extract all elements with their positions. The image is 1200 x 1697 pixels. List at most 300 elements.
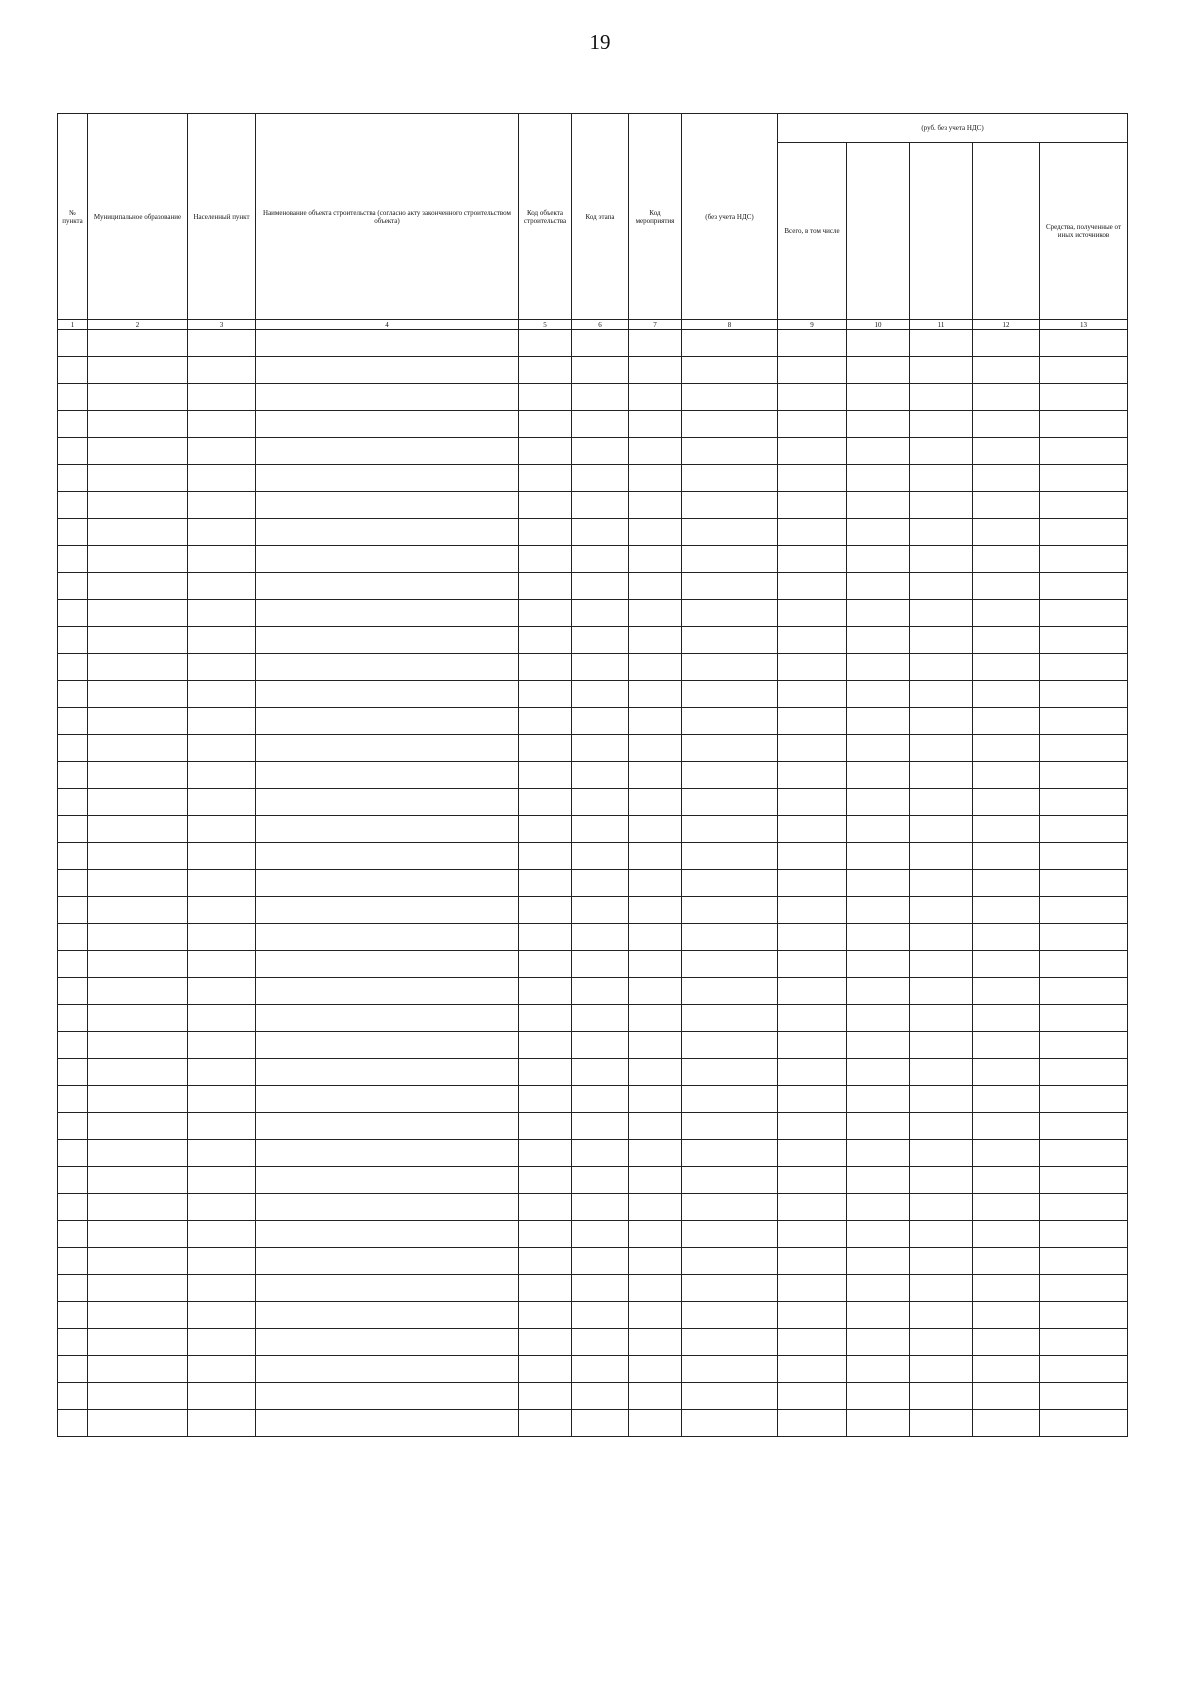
- object-name-cell: [256, 1194, 519, 1221]
- surcharge-funds-cell: [910, 654, 973, 681]
- object-code-cell: [519, 1248, 572, 1275]
- object-code-cell: [519, 465, 572, 492]
- operator-funds-cell: [973, 1194, 1040, 1221]
- settlement-cell: [188, 546, 256, 573]
- municipality-cell: [88, 1113, 188, 1140]
- stage-code-cell: [572, 330, 629, 357]
- object-name-cell: [256, 1383, 519, 1410]
- settlement-cell: [188, 978, 256, 1005]
- event-code-cell: [629, 1383, 682, 1410]
- row-number-cell: [58, 411, 88, 438]
- row-number-cell: [58, 681, 88, 708]
- stage-code-cell: [572, 1410, 629, 1437]
- surcharge-funds-cell: [910, 519, 973, 546]
- tariff-funds-cell: [847, 1059, 910, 1086]
- surcharge-funds-cell: [910, 708, 973, 735]
- total-cost-cell: [778, 384, 847, 411]
- other-funds-cell: [1040, 330, 1128, 357]
- settlement-cell: [188, 1140, 256, 1167]
- object-code-cell: [519, 1383, 572, 1410]
- operator-funds-cell: [973, 870, 1040, 897]
- surcharge-funds-cell: [910, 1167, 973, 1194]
- tariff-funds-cell: [847, 1410, 910, 1437]
- event-code-cell: [629, 465, 682, 492]
- object-code-cell: [519, 627, 572, 654]
- object-code-cell: [519, 1059, 572, 1086]
- municipality-cell: [88, 1329, 188, 1356]
- event-code-cell: [629, 789, 682, 816]
- object-name-cell: [256, 411, 519, 438]
- object-name-cell: [256, 438, 519, 465]
- municipality-cell: [88, 870, 188, 897]
- operator-funds-cell: [973, 627, 1040, 654]
- column-numbers-row: [58, 320, 1128, 330]
- actual-cost-cell: [682, 357, 778, 384]
- operator-funds-cell: [973, 951, 1040, 978]
- actual-cost-cell: [682, 627, 778, 654]
- other-funds-cell: [1040, 789, 1128, 816]
- total-cost-cell: [778, 816, 847, 843]
- object-name-cell: [256, 1356, 519, 1383]
- row-number-cell: [58, 1356, 88, 1383]
- object-name-cell: [256, 519, 519, 546]
- other-funds-cell: [1040, 1248, 1128, 1275]
- total-cost-cell: [778, 897, 847, 924]
- settlement-cell: [188, 789, 256, 816]
- event-code-cell: [629, 573, 682, 600]
- stage-code-cell: [572, 654, 629, 681]
- row-number-cell: [58, 1248, 88, 1275]
- total-cost-cell: [778, 1140, 847, 1167]
- event-code-cell: [629, 1140, 682, 1167]
- municipality-cell: [88, 924, 188, 951]
- actual-cost-cell: [682, 681, 778, 708]
- stage-code-cell: [572, 1275, 629, 1302]
- municipality-cell: [88, 735, 188, 762]
- tariff-funds-cell: [847, 411, 910, 438]
- settlement-cell: [188, 1221, 256, 1248]
- row-number-cell: [58, 438, 88, 465]
- object-name-cell: [256, 573, 519, 600]
- operator-funds-cell: [973, 438, 1040, 465]
- header-col-10: [847, 143, 910, 320]
- other-funds-cell: [1040, 1383, 1128, 1410]
- object-name-cell: [256, 1113, 519, 1140]
- other-funds-cell: [1040, 1113, 1128, 1140]
- event-code-cell: [629, 1275, 682, 1302]
- stage-code-cell: [572, 735, 629, 762]
- surcharge-funds-cell: [910, 951, 973, 978]
- other-funds-cell: [1040, 654, 1128, 681]
- stage-code-cell: [572, 438, 629, 465]
- stage-code-cell: [572, 789, 629, 816]
- operator-funds-cell: [973, 654, 1040, 681]
- column-number: 11: [910, 320, 973, 330]
- object-name-cell: [256, 546, 519, 573]
- object-name-cell: [256, 708, 519, 735]
- table-row: [58, 1221, 1128, 1248]
- municipality-cell: [88, 681, 188, 708]
- other-funds-cell: [1040, 1302, 1128, 1329]
- table-row: [58, 357, 1128, 384]
- total-cost-cell: [778, 1356, 847, 1383]
- row-number-cell: [58, 1032, 88, 1059]
- municipality-cell: [88, 816, 188, 843]
- object-code-cell: [519, 1113, 572, 1140]
- other-funds-cell: [1040, 735, 1128, 762]
- row-number-cell: [58, 1059, 88, 1086]
- surcharge-funds-cell: [910, 411, 973, 438]
- municipality-cell: [88, 546, 188, 573]
- row-number-cell: [58, 330, 88, 357]
- operator-funds-cell: [973, 1248, 1040, 1275]
- event-code-cell: [629, 762, 682, 789]
- object-code-cell: [519, 519, 572, 546]
- object-name-cell: [256, 357, 519, 384]
- event-code-cell: [629, 708, 682, 735]
- object-code-cell: [519, 600, 572, 627]
- object-code-cell: [519, 816, 572, 843]
- object-name-cell: [256, 1275, 519, 1302]
- actual-cost-cell: [682, 1059, 778, 1086]
- actual-cost-cell: [682, 1356, 778, 1383]
- column-number: 7: [629, 320, 682, 330]
- row-number-cell: [58, 1329, 88, 1356]
- settlement-cell: [188, 843, 256, 870]
- object-code-cell: [519, 1140, 572, 1167]
- total-cost-cell: [778, 330, 847, 357]
- row-number-cell: [58, 1275, 88, 1302]
- other-funds-cell: [1040, 708, 1128, 735]
- event-code-cell: [629, 330, 682, 357]
- header-col-13: Средства, полученные от иных источников: [1040, 143, 1128, 320]
- other-funds-cell: [1040, 978, 1128, 1005]
- total-cost-cell: [778, 924, 847, 951]
- event-code-cell: [629, 627, 682, 654]
- object-name-cell: [256, 1140, 519, 1167]
- object-code-cell: [519, 1302, 572, 1329]
- row-number-cell: [58, 1005, 88, 1032]
- operator-funds-cell: [973, 600, 1040, 627]
- stage-code-cell: [572, 384, 629, 411]
- object-name-cell: [256, 1410, 519, 1437]
- tariff-funds-cell: [847, 762, 910, 789]
- event-code-cell: [629, 1113, 682, 1140]
- table-row: [58, 519, 1128, 546]
- object-code-cell: [519, 1410, 572, 1437]
- actual-cost-cell: [682, 492, 778, 519]
- municipality-cell: [88, 708, 188, 735]
- object-code-cell: [519, 384, 572, 411]
- object-code-cell: [519, 411, 572, 438]
- tariff-funds-cell: [847, 1275, 910, 1302]
- actual-cost-cell: [682, 465, 778, 492]
- surcharge-funds-cell: [910, 465, 973, 492]
- surcharge-funds-cell: [910, 816, 973, 843]
- municipality-cell: [88, 951, 188, 978]
- settlement-cell: [188, 1410, 256, 1437]
- municipality-cell: [88, 1383, 188, 1410]
- settlement-cell: [188, 600, 256, 627]
- object-code-cell: [519, 654, 572, 681]
- tariff-funds-cell: [847, 978, 910, 1005]
- actual-cost-cell: [682, 762, 778, 789]
- other-funds-cell: [1040, 600, 1128, 627]
- surcharge-funds-cell: [910, 1140, 973, 1167]
- object-name-cell: [256, 951, 519, 978]
- other-funds-cell: [1040, 1140, 1128, 1167]
- object-code-cell: [519, 1086, 572, 1113]
- other-funds-cell: [1040, 1410, 1128, 1437]
- total-cost-cell: [778, 573, 847, 600]
- settlement-cell: [188, 735, 256, 762]
- object-name-cell: [256, 789, 519, 816]
- operator-funds-cell: [973, 843, 1040, 870]
- object-name-cell: [256, 816, 519, 843]
- municipality-cell: [88, 1032, 188, 1059]
- settlement-cell: [188, 438, 256, 465]
- other-funds-cell: [1040, 681, 1128, 708]
- actual-cost-cell: [682, 1248, 778, 1275]
- header-col-8: (без учета НДС): [682, 114, 778, 320]
- object-name-cell: [256, 492, 519, 519]
- stage-code-cell: [572, 1383, 629, 1410]
- tariff-funds-cell: [847, 1383, 910, 1410]
- table-row: [58, 681, 1128, 708]
- actual-cost-cell: [682, 735, 778, 762]
- row-number-cell: [58, 1167, 88, 1194]
- surcharge-funds-cell: [910, 1221, 973, 1248]
- tariff-funds-cell: [847, 357, 910, 384]
- surcharge-funds-cell: [910, 897, 973, 924]
- column-number: 8: [682, 320, 778, 330]
- event-code-cell: [629, 1005, 682, 1032]
- other-funds-cell: [1040, 816, 1128, 843]
- row-number-cell: [58, 762, 88, 789]
- actual-cost-cell: [682, 1113, 778, 1140]
- settlement-cell: [188, 951, 256, 978]
- object-code-cell: [519, 1194, 572, 1221]
- surcharge-funds-cell: [910, 735, 973, 762]
- surcharge-funds-cell: [910, 1059, 973, 1086]
- settlement-cell: [188, 1383, 256, 1410]
- table-row: [58, 951, 1128, 978]
- stage-code-cell: [572, 1248, 629, 1275]
- operator-funds-cell: [973, 681, 1040, 708]
- total-cost-cell: [778, 1275, 847, 1302]
- total-cost-cell: [778, 1113, 847, 1140]
- settlement-cell: [188, 816, 256, 843]
- table-header: [58, 114, 1128, 330]
- other-funds-cell: [1040, 573, 1128, 600]
- operator-funds-cell: [973, 978, 1040, 1005]
- column-number: 10: [847, 320, 910, 330]
- event-code-cell: [629, 600, 682, 627]
- event-code-cell: [629, 1356, 682, 1383]
- object-name-cell: [256, 1032, 519, 1059]
- other-funds-cell: [1040, 1005, 1128, 1032]
- stage-code-cell: [572, 1302, 629, 1329]
- event-code-cell: [629, 1302, 682, 1329]
- event-code-cell: [629, 897, 682, 924]
- settlement-cell: [188, 1032, 256, 1059]
- total-cost-cell: [778, 465, 847, 492]
- table-row: [58, 492, 1128, 519]
- settlement-cell: [188, 1329, 256, 1356]
- municipality-cell: [88, 1221, 188, 1248]
- tariff-funds-cell: [847, 816, 910, 843]
- operator-funds-cell: [973, 1410, 1040, 1437]
- operator-funds-cell: [973, 924, 1040, 951]
- tariff-funds-cell: [847, 735, 910, 762]
- total-cost-cell: [778, 789, 847, 816]
- actual-cost-cell: [682, 870, 778, 897]
- header-col-9: Всего, в том числе: [778, 143, 847, 320]
- actual-cost-cell: [682, 546, 778, 573]
- municipality-cell: [88, 654, 188, 681]
- surcharge-funds-cell: [910, 573, 973, 600]
- row-number-cell: [58, 789, 88, 816]
- surcharge-funds-cell: [910, 1113, 973, 1140]
- tariff-funds-cell: [847, 897, 910, 924]
- object-name-cell: [256, 1167, 519, 1194]
- row-number-cell: [58, 627, 88, 654]
- surcharge-funds-cell: [910, 438, 973, 465]
- operator-funds-cell: [973, 519, 1040, 546]
- column-number: 1: [58, 320, 88, 330]
- surcharge-funds-cell: [910, 870, 973, 897]
- municipality-cell: [88, 600, 188, 627]
- object-name-cell: [256, 978, 519, 1005]
- event-code-cell: [629, 438, 682, 465]
- object-code-cell: [519, 924, 572, 951]
- surcharge-funds-cell: [910, 978, 973, 1005]
- table-row: [58, 1275, 1128, 1302]
- total-cost-cell: [778, 1032, 847, 1059]
- surcharge-funds-cell: [910, 1383, 973, 1410]
- table-row: [58, 1167, 1128, 1194]
- settlement-cell: [188, 1086, 256, 1113]
- stage-code-cell: [572, 1140, 629, 1167]
- tariff-funds-cell: [847, 789, 910, 816]
- total-cost-cell: [778, 438, 847, 465]
- actual-cost-cell: [682, 1383, 778, 1410]
- operator-funds-cell: [973, 735, 1040, 762]
- total-cost-cell: [778, 654, 847, 681]
- surcharge-funds-cell: [910, 1248, 973, 1275]
- event-code-cell: [629, 1329, 682, 1356]
- stage-code-cell: [572, 708, 629, 735]
- object-name-cell: [256, 897, 519, 924]
- total-cost-cell: [778, 681, 847, 708]
- total-cost-cell: [778, 357, 847, 384]
- other-funds-cell: [1040, 924, 1128, 951]
- tariff-funds-cell: [847, 1032, 910, 1059]
- tariff-funds-cell: [847, 519, 910, 546]
- table-row: [58, 762, 1128, 789]
- row-number-cell: [58, 1383, 88, 1410]
- gasification-table: [57, 113, 1128, 1437]
- operator-funds-cell: [973, 411, 1040, 438]
- object-name-cell: [256, 735, 519, 762]
- operator-funds-cell: [973, 573, 1040, 600]
- table-row: [58, 870, 1128, 897]
- column-number: 2: [88, 320, 188, 330]
- row-number-cell: [58, 816, 88, 843]
- actual-cost-cell: [682, 438, 778, 465]
- object-code-cell: [519, 492, 572, 519]
- event-code-cell: [629, 1248, 682, 1275]
- tariff-funds-cell: [847, 1356, 910, 1383]
- actual-cost-cell: [682, 1329, 778, 1356]
- total-cost-cell: [778, 1005, 847, 1032]
- settlement-cell: [188, 1005, 256, 1032]
- table-row: [58, 1410, 1128, 1437]
- table-row: [58, 1059, 1128, 1086]
- stage-code-cell: [572, 600, 629, 627]
- header-col-4: Наименование объекта строительства (согласно акту законченного строительством объекта): [256, 114, 519, 320]
- operator-funds-cell: [973, 1032, 1040, 1059]
- tariff-funds-cell: [847, 330, 910, 357]
- tariff-funds-cell: [847, 843, 910, 870]
- operator-funds-cell: [973, 789, 1040, 816]
- header-col-6: Код этапа: [572, 114, 629, 320]
- table-row: [58, 924, 1128, 951]
- actual-cost-cell: [682, 1032, 778, 1059]
- stage-code-cell: [572, 1329, 629, 1356]
- total-cost-cell: [778, 600, 847, 627]
- table-row: [58, 1356, 1128, 1383]
- row-number-cell: [58, 519, 88, 546]
- stage-code-cell: [572, 1221, 629, 1248]
- tariff-funds-cell: [847, 1302, 910, 1329]
- table-row: [58, 1194, 1128, 1221]
- municipality-cell: [88, 330, 188, 357]
- event-code-cell: [629, 357, 682, 384]
- table-row: [58, 1086, 1128, 1113]
- other-funds-cell: [1040, 546, 1128, 573]
- actual-cost-cell: [682, 573, 778, 600]
- tariff-funds-cell: [847, 465, 910, 492]
- tariff-funds-cell: [847, 492, 910, 519]
- other-funds-cell: [1040, 1167, 1128, 1194]
- header-col-12: [973, 143, 1040, 320]
- actual-cost-cell: [682, 1140, 778, 1167]
- object-name-cell: [256, 1086, 519, 1113]
- table-row: [58, 843, 1128, 870]
- total-cost-cell: [778, 708, 847, 735]
- surcharge-funds-cell: [910, 762, 973, 789]
- event-code-cell: [629, 519, 682, 546]
- stage-code-cell: [572, 627, 629, 654]
- event-code-cell: [629, 951, 682, 978]
- operator-funds-cell: [973, 1086, 1040, 1113]
- tariff-funds-cell: [847, 384, 910, 411]
- municipality-cell: [88, 1140, 188, 1167]
- other-funds-cell: [1040, 384, 1128, 411]
- event-code-cell: [629, 1221, 682, 1248]
- total-cost-cell: [778, 978, 847, 1005]
- operator-funds-cell: [973, 465, 1040, 492]
- row-number-cell: [58, 1194, 88, 1221]
- stage-code-cell: [572, 762, 629, 789]
- column-number: 4: [256, 320, 519, 330]
- surcharge-funds-cell: [910, 546, 973, 573]
- settlement-cell: [188, 1248, 256, 1275]
- actual-cost-cell: [682, 1275, 778, 1302]
- stage-code-cell: [572, 1005, 629, 1032]
- settlement-cell: [188, 465, 256, 492]
